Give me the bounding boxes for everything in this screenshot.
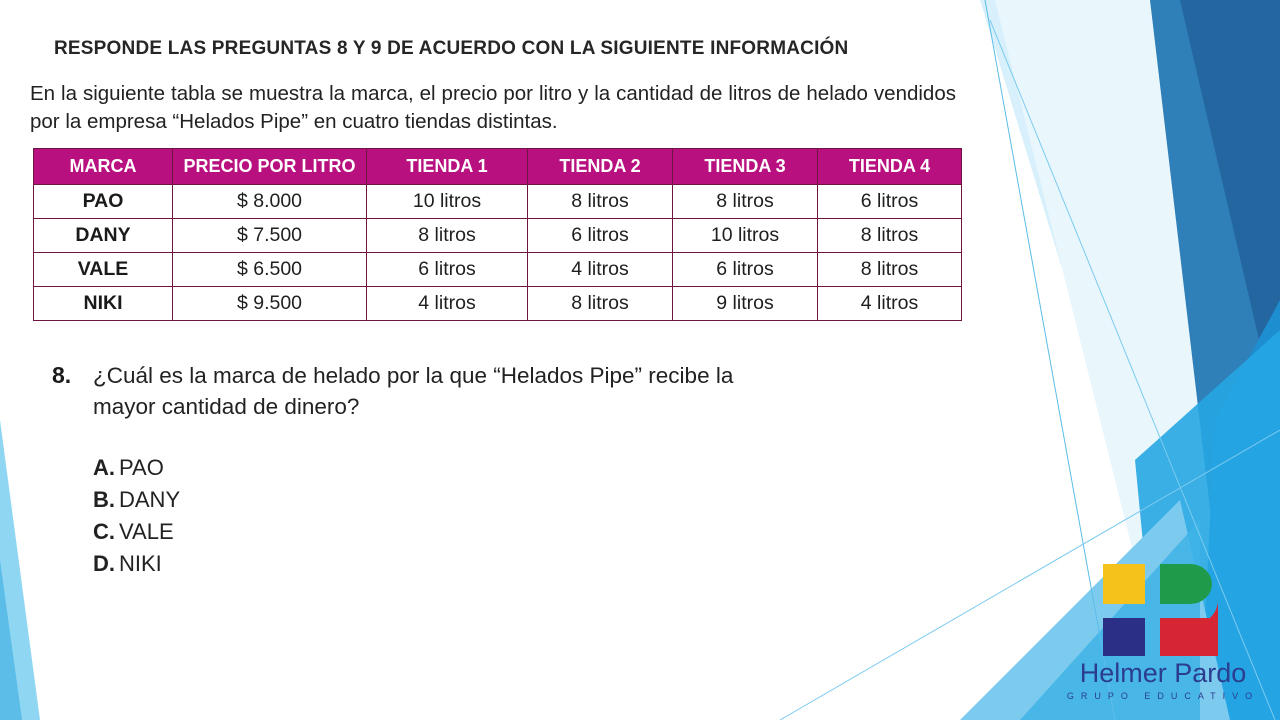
option-c[interactable]	[93, 516, 180, 548]
table-row	[34, 219, 962, 253]
table-row	[34, 287, 962, 321]
header-precio: PRECIO POR LITRO	[173, 149, 367, 185]
answer-options	[93, 452, 180, 580]
option-b[interactable]	[93, 484, 180, 516]
header-tienda-2: TIENDA 2	[528, 149, 673, 185]
table-cell: 9 litros	[673, 287, 818, 321]
logo-subtitle: GRUPO EDUCATIVO	[1066, 691, 1260, 701]
logo-yellow-square	[1103, 564, 1145, 604]
logo-title: Helmer Pardo	[1079, 658, 1247, 688]
option-letter: C.	[93, 519, 115, 544]
table-cell: $ 6.500	[173, 253, 367, 287]
logo-navy-square	[1103, 618, 1145, 656]
header-marca: MARCA	[34, 149, 173, 185]
table-cell: 10 litros	[673, 219, 818, 253]
header-tienda-4: TIENDA 4	[818, 149, 962, 185]
table-row	[34, 253, 962, 287]
table-cell: DANY	[34, 219, 173, 253]
ice-cream-sales-table	[33, 148, 962, 321]
table-cell: 8 litros	[673, 185, 818, 219]
table-cell: 6 litros	[528, 219, 673, 253]
table-cell: 4 litros	[818, 287, 962, 321]
table-cell: 8 litros	[528, 287, 673, 321]
table-cell: 10 litros	[367, 185, 528, 219]
table-cell: 6 litros	[367, 253, 528, 287]
table-cell: 8 litros	[818, 219, 962, 253]
option-d[interactable]	[93, 548, 180, 580]
option-letter: D.	[93, 551, 115, 576]
table-cell: $ 9.500	[173, 287, 367, 321]
table-cell: PAO	[34, 185, 173, 219]
option-letter: B.	[93, 487, 115, 512]
table-row	[34, 185, 962, 219]
table-header-row	[34, 149, 962, 185]
option-text: PAO	[119, 455, 164, 480]
header-tienda-1: TIENDA 1	[367, 149, 528, 185]
table-cell: 4 litros	[367, 287, 528, 321]
option-text: NIKI	[119, 551, 162, 576]
table-cell: 8 litros	[528, 185, 673, 219]
header-tienda-3: TIENDA 3	[673, 149, 818, 185]
table-cell: VALE	[34, 253, 173, 287]
table-cell: 8 litros	[367, 219, 528, 253]
logo-green-shape	[1160, 564, 1220, 604]
table-cell: $ 7.500	[173, 219, 367, 253]
option-a[interactable]	[93, 452, 180, 484]
logo-red-shape	[1160, 600, 1220, 656]
table-cell: $ 8.000	[173, 185, 367, 219]
table-cell: 8 litros	[818, 253, 962, 287]
question-text: ¿Cuál es la marca de helado por la que “Helados Pipe” recibe la mayor cantidad de dinero?	[93, 363, 734, 419]
table-cell: 6 litros	[818, 185, 962, 219]
helmer-pardo-logo	[1058, 560, 1268, 710]
section-heading: RESPONDE LAS PREGUNTAS 8 Y 9 DE ACUERDO CON LA SIGUIENTE INFORMACIÓN	[54, 38, 849, 59]
question-number: 8.	[52, 362, 72, 388]
table-cell: NIKI	[34, 287, 173, 321]
option-text: DANY	[119, 487, 181, 512]
table-cell: 6 litros	[673, 253, 818, 287]
option-letter: A.	[93, 455, 115, 480]
option-text: VALE	[119, 519, 174, 544]
intro-paragraph: En la siguiente tabla se muestra la marca, el precio por litro y la cantidad de litros de helado vendidos por la empresa “Helados Pipe” en cuatro tiendas distintas.	[30, 82, 956, 133]
table-cell: 4 litros	[528, 253, 673, 287]
